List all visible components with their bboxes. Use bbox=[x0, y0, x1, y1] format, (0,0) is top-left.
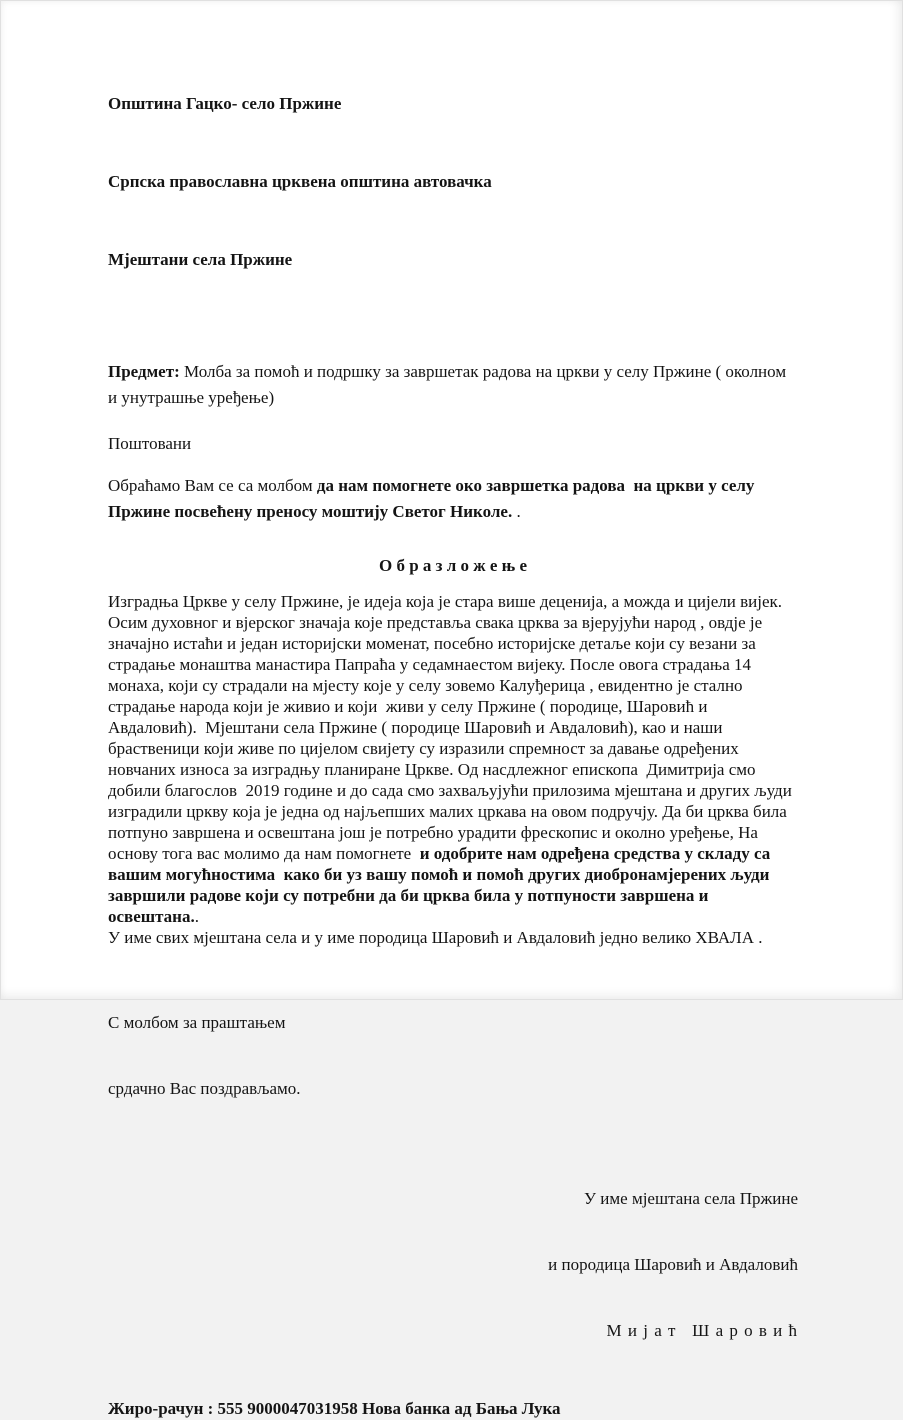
sender-line-villagers: Мјештани села Пржине bbox=[108, 250, 293, 269]
bank-account-footer: Жиро-рачун : 555 9000047031958 Нова банка ад Бања Лука bbox=[108, 1399, 561, 1418]
letter-content bbox=[108, 39, 798, 1420]
closing-block bbox=[108, 968, 798, 1144]
signature-line-on-behalf: У име мјештана села Пржине bbox=[584, 1189, 798, 1208]
signature-name: М и ј а т Ш а р о в и ћ bbox=[606, 1321, 798, 1340]
thanks-paragraph: У име свих мјештана села и у име породица Шаровић и Авдаловић једно велико ХВАЛА . bbox=[108, 928, 763, 947]
closing-line-greeting: срдачно Вас поздрављамо. bbox=[108, 1079, 301, 1098]
sender-line-church-community: Српска православна црквена општина автовачка bbox=[108, 172, 492, 191]
sender-line-municipality: Општина Гацко- село Пржине bbox=[108, 94, 342, 113]
sender-header bbox=[108, 39, 798, 325]
section-heading-obrazlozenje: О б р а з л о ж е њ е bbox=[378, 556, 527, 575]
intro-paragraph: Обраћамо Вам се са молбом да нам помогнете око завршетка радова на цркви у селу Пржине посвећену преносу моштију Светог Николе. . bbox=[108, 476, 759, 521]
closing-line-apology: С молбом за праштањем bbox=[108, 1013, 286, 1032]
salutation: Поштовани bbox=[108, 434, 192, 453]
subject-line: Предмет: Молба за помоћ и подршку за завршетак радова на цркви у селу Пржине ( околном и унутрашње уређење) bbox=[108, 362, 791, 407]
signature-block bbox=[108, 1144, 798, 1386]
signature-line-families: и породица Шаровић и Авдаловић bbox=[548, 1255, 798, 1274]
body-paragraph: Изградња Цркве у селу Пржине, је идеја која је стара више деценија, а можда и цијели вијек. Осим духовног и вјерског значаја које представља свака црква за вјерујући народ , овдје је значајно истаћи и један историјски моменат, посебно историјске детаље који су везани за страдање монаштва манастира Папраћа у седамнаестом вијеку. После овога страдања 14 монаха, који су страдали на мјесту које у селу зовемо Калуђерица , евидентно је стално страдање народа који је живио и који живи у селу Пржине ( породице, Шаровић и Авдаловић). Мјештани села Пржине ( породице Шаровић и Авдаловић), као и наши браственици који живе по цијелом свијету су изразили спремност за давање одређених новчаних износа за изградњу планиране Цркве. Од насдлежног епископа Димитрија смо добили благослов 2019 године и до сада смо захваљујући прилозима мјештана и других људи изградили цркву која је једна од најљепших малих цркава на овом подручју. Да би црква била потпуно завршена и освештана још је потребно урадити фрескопис и околно уређење, На основу тога вас молимо да нам помогнете и одобрите нам одређена средства у складу са вашим могућностима како би уз вашу помоћ и помоћ других диобронамјерених људи завршили радове који су потребни да би црква била у потпуности завршена и освештана.. bbox=[108, 592, 797, 926]
